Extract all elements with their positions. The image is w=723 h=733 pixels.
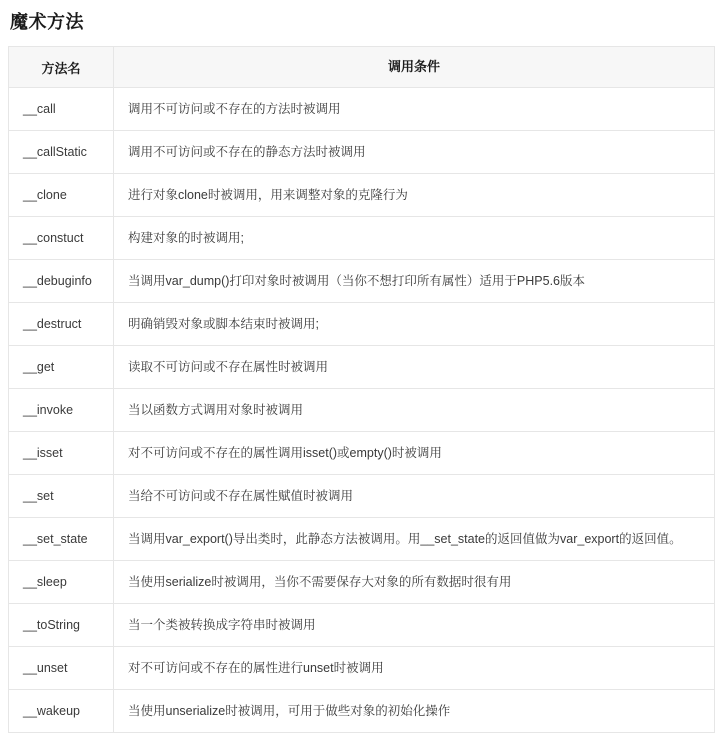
cell-condition: 读取不可访问或不存在属性时被调用: [114, 346, 715, 389]
table-row: [9, 88, 715, 131]
column-header-condition: 调用条件: [114, 47, 715, 88]
cell-condition: 对不可访问或不存在的属性进行unset时被调用: [114, 647, 715, 690]
table-header-row: [9, 47, 715, 88]
cell-method-name: __constuct: [9, 217, 114, 260]
table-row: [9, 174, 715, 217]
cell-condition: 当调用var_dump()打印对象时被调用（当你不想打印所有属性）适用于PHP5.6版本: [114, 260, 715, 303]
table-row: [9, 647, 715, 690]
cell-method-name: __set: [9, 475, 114, 518]
cell-condition: 明确销毁对象或脚本结束时被调用;: [114, 303, 715, 346]
table-row: [9, 518, 715, 561]
page-title: 魔术方法: [10, 12, 84, 32]
column-header-method-name: 方法名: [9, 47, 114, 88]
table-row: [9, 432, 715, 475]
cell-condition: 当使用serialize时被调用，当你不需要保存大对象的所有数据时很有用: [114, 561, 715, 604]
table-row: [9, 604, 715, 647]
cell-condition: 对不可访问或不存在的属性调用isset()或empty()时被调用: [114, 432, 715, 475]
cell-method-name: __debuginfo: [9, 260, 114, 303]
magic-methods-table: [8, 46, 715, 733]
cell-condition: 当给不可访问或不存在属性赋值时被调用: [114, 475, 715, 518]
cell-condition: 调用不可访问或不存在的静态方法时被调用: [114, 131, 715, 174]
cell-condition: 当使用unserialize时被调用，可用于做些对象的初始化操作: [114, 690, 715, 733]
cell-method-name: __call: [9, 88, 114, 131]
cell-method-name: __unset: [9, 647, 114, 690]
table-body: [9, 88, 715, 733]
cell-condition: 进行对象clone时被调用，用来调整对象的克隆行为: [114, 174, 715, 217]
cell-condition: 调用不可访问或不存在的方法时被调用: [114, 88, 715, 131]
cell-method-name: __set_state: [9, 518, 114, 561]
table-row: [9, 217, 715, 260]
cell-method-name: __clone: [9, 174, 114, 217]
table-row: [9, 303, 715, 346]
cell-condition: 构建对象的时被调用;: [114, 217, 715, 260]
cell-method-name: __get: [9, 346, 114, 389]
table-row: [9, 389, 715, 432]
cell-method-name: __wakeup: [9, 690, 114, 733]
table-row: [9, 260, 715, 303]
cell-method-name: __callStatic: [9, 131, 114, 174]
cell-method-name: __sleep: [9, 561, 114, 604]
table-row: [9, 690, 715, 733]
table-row: [9, 475, 715, 518]
cell-method-name: __toString: [9, 604, 114, 647]
cell-condition: 当以函数方式调用对象时被调用: [114, 389, 715, 432]
table-row: [9, 131, 715, 174]
table-header: [9, 47, 715, 88]
cell-method-name: __destruct: [9, 303, 114, 346]
table-row: [9, 346, 715, 389]
cell-method-name: __isset: [9, 432, 114, 475]
cell-condition: 当调用var_export()导出类时，此静态方法被调用。用__set_state的返回值做为var_export的返回值。: [114, 518, 715, 561]
cell-condition: 当一个类被转换成字符串时被调用: [114, 604, 715, 647]
cell-method-name: __invoke: [9, 389, 114, 432]
table-row: [9, 561, 715, 604]
